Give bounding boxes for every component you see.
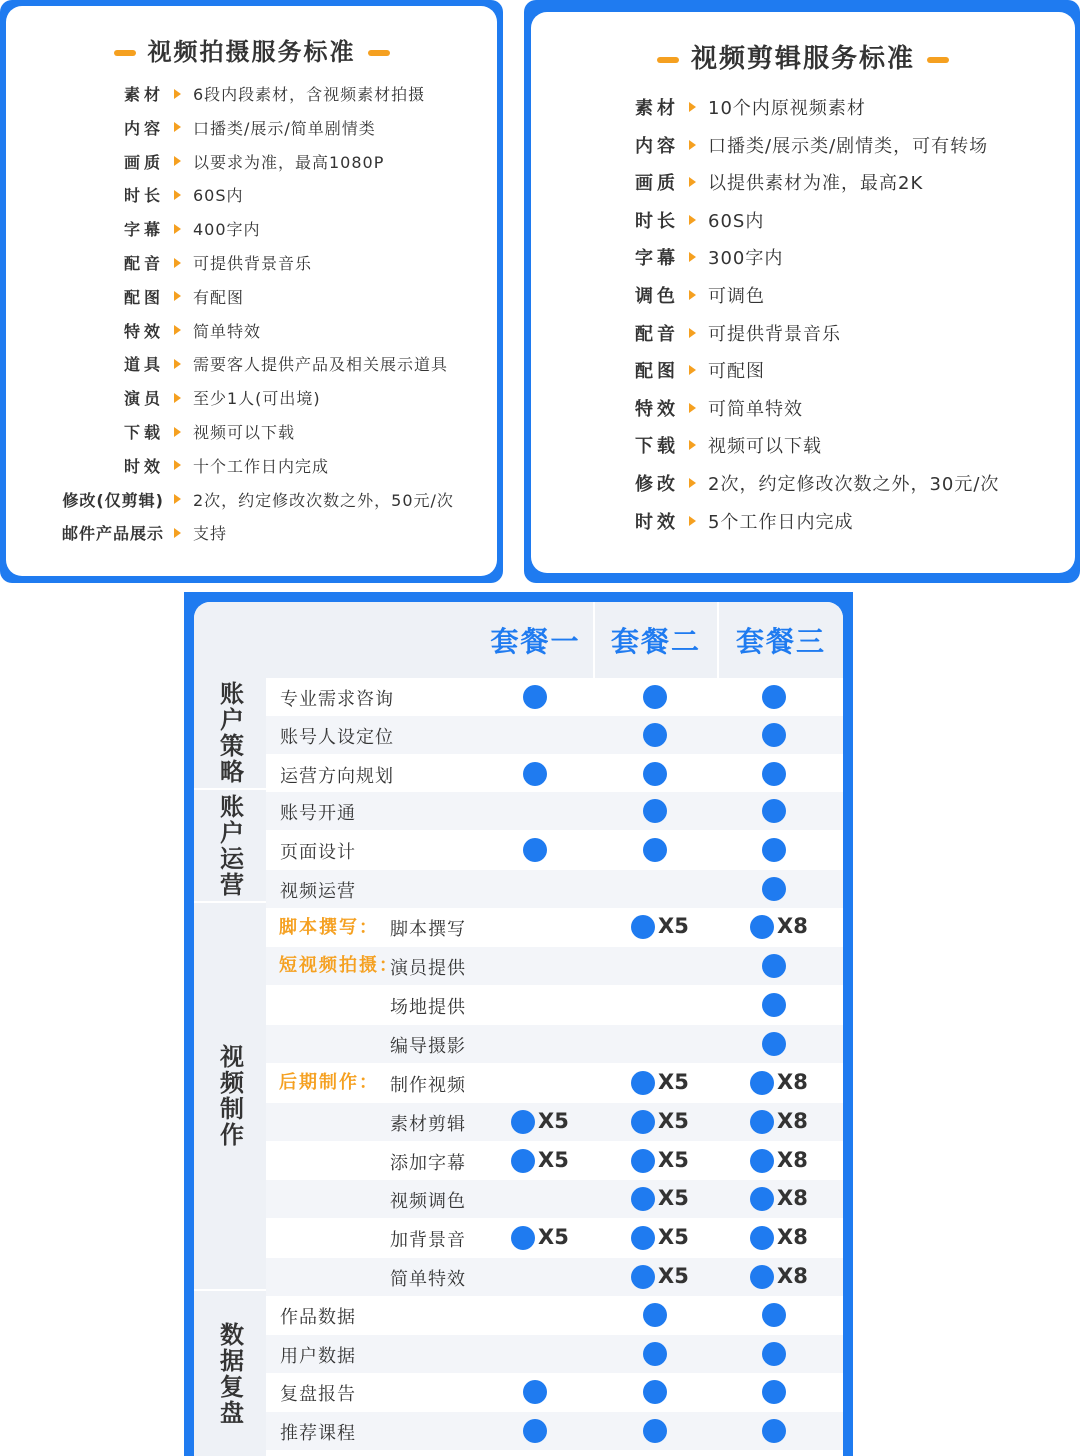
spec-value: 视频可以下载	[708, 436, 822, 458]
feature-label: 演员提供	[390, 958, 466, 979]
feature-label: 复盘报告	[280, 1384, 356, 1405]
included-dot-icon	[631, 1071, 655, 1095]
included-dot-icon	[511, 1149, 535, 1173]
included-dot-icon	[631, 1187, 655, 1211]
included-dot-icon	[643, 685, 667, 709]
feature-label: 加背景音	[390, 1230, 466, 1251]
included-dot-icon	[750, 1149, 774, 1173]
spec-value: 2次，约定修改次数之外，50元/次	[193, 490, 454, 510]
spec-label: 字幕	[635, 248, 679, 270]
spec-value: 至少1人(可出境)	[193, 389, 321, 409]
spec-row	[571, 94, 866, 120]
arrow-right-icon	[174, 190, 181, 200]
quantity-label: X5	[658, 914, 689, 938]
category-account-operation: 账户运营	[194, 790, 266, 903]
included-dot-icon	[643, 1342, 667, 1366]
arrow-right-icon	[174, 528, 181, 538]
spec-value: 5个工作日内完成	[708, 511, 854, 533]
included-dot-icon	[762, 1342, 786, 1366]
spec-label: 时长	[123, 186, 164, 206]
feature-label: 页面设计	[280, 842, 356, 863]
included-dot-icon	[643, 762, 667, 786]
header-package-1	[478, 602, 593, 678]
spec-label: 时效	[635, 511, 679, 533]
included-dot-icon	[643, 799, 667, 823]
included-dot-icon	[523, 838, 547, 862]
quantity-label: X5	[658, 1225, 689, 1249]
spec-value: 十个工作日内完成	[193, 456, 330, 476]
spec-value: 可配图	[708, 361, 765, 383]
row-band	[194, 1180, 843, 1218]
spec-row	[571, 432, 822, 458]
feature-label: 制作视频	[390, 1075, 466, 1096]
arrow-right-icon	[689, 328, 696, 338]
spec-label: 配音	[635, 323, 679, 345]
quantity-label: X5	[658, 1148, 689, 1172]
spec-label: 配图	[123, 287, 164, 307]
quantity-label: X8	[777, 1109, 808, 1133]
spec-value: 口播类/展示/简单剧情类	[193, 118, 376, 138]
title-dash-right	[368, 50, 390, 56]
quantity-label: X8	[777, 914, 808, 938]
arrow-right-icon	[689, 177, 696, 187]
feature-label: 脚本撰写	[390, 919, 466, 940]
spec-label: 修改(仅剪辑)	[62, 490, 164, 510]
spec-label: 时效	[123, 456, 164, 476]
spec-row	[571, 282, 765, 308]
spec-label: 下载	[123, 423, 164, 442]
spec-row	[26, 319, 261, 342]
included-dot-icon	[523, 1419, 547, 1443]
included-dot-icon	[523, 762, 547, 786]
spec-label: 素材	[635, 98, 679, 119]
spec-value: 可提供背景音乐	[708, 323, 841, 345]
category-data-review: 数据复盘	[194, 1291, 266, 1456]
header-package-2	[595, 602, 717, 678]
spec-label: 配音	[123, 254, 164, 273]
spec-label: 时长	[635, 210, 679, 232]
quantity-label: X5	[658, 1070, 689, 1094]
included-dot-icon	[643, 1303, 667, 1327]
included-dot-icon	[762, 723, 786, 747]
included-dot-icon	[762, 1032, 786, 1056]
spec-value: 有配图	[193, 287, 245, 307]
spec-row	[26, 150, 384, 173]
included-dot-icon	[643, 1419, 667, 1443]
quantity-label: X5	[538, 1109, 569, 1133]
arrow-right-icon	[174, 224, 181, 234]
spec-row	[26, 116, 376, 139]
feature-label: 视频调色	[390, 1191, 466, 1212]
row-band	[194, 1258, 843, 1296]
spec-row	[26, 420, 295, 443]
included-dot-icon	[762, 838, 786, 862]
spec-value: 视频可以下载	[193, 423, 296, 442]
spec-row	[26, 217, 261, 240]
included-dot-icon	[631, 1149, 655, 1173]
edit-title	[531, 38, 1075, 75]
title-dash-left	[114, 50, 136, 56]
quantity-label: X5	[658, 1264, 689, 1288]
spec-label: 修改	[635, 474, 679, 495]
spec-label: 特效	[123, 321, 164, 341]
arrow-right-icon	[174, 427, 181, 437]
spec-row	[571, 207, 764, 233]
quantity-label: X5	[538, 1225, 569, 1249]
quantity-label: X5	[658, 1186, 689, 1210]
arrow-right-icon	[689, 102, 696, 112]
title-dash-right	[927, 57, 949, 63]
category-video-production: 视频制作	[194, 903, 266, 1291]
included-dot-icon	[762, 877, 786, 901]
arrow-right-icon	[174, 291, 181, 301]
included-dot-icon	[750, 1187, 774, 1211]
spec-value: 300字内	[708, 248, 784, 270]
spec-value: 可调色	[708, 286, 765, 307]
spec-row	[26, 183, 244, 206]
included-dot-icon	[631, 1265, 655, 1289]
included-dot-icon	[511, 1110, 535, 1134]
feature-label: 场地提供	[390, 997, 466, 1018]
title-dash-left	[657, 57, 679, 63]
feature-label: 推荐课程	[280, 1423, 356, 1444]
arrow-right-icon	[174, 494, 181, 504]
arrow-right-icon	[174, 122, 181, 132]
shoot-title-text: 视频拍摄服务标准	[147, 38, 356, 66]
spec-label: 素材	[123, 85, 164, 104]
feature-label: 运营方向规划	[280, 766, 394, 787]
arrow-right-icon	[689, 440, 696, 450]
spec-row	[26, 352, 448, 375]
subgroup-post: 后期制作：	[279, 1072, 379, 1093]
spec-row	[26, 488, 454, 511]
spec-label: 调色	[635, 286, 679, 307]
included-dot-icon	[631, 1226, 655, 1250]
arrow-right-icon	[689, 290, 696, 300]
included-dot-icon	[643, 723, 667, 747]
subgroup-script: 脚本撰写：	[279, 917, 379, 938]
included-dot-icon	[762, 954, 786, 978]
shoot-title	[6, 32, 497, 67]
header-package-1-label: 套餐一	[490, 625, 581, 658]
included-dot-icon	[750, 915, 774, 939]
included-dot-icon	[523, 685, 547, 709]
header-blank	[194, 602, 478, 678]
header-package-3	[719, 602, 843, 678]
arrow-right-icon	[689, 365, 696, 375]
included-dot-icon	[762, 799, 786, 823]
spec-value: 400字内	[193, 220, 261, 240]
arrow-right-icon	[174, 258, 181, 268]
spec-row	[26, 454, 329, 477]
feature-label: 账号人设定位	[280, 727, 394, 748]
arrow-right-icon	[174, 460, 181, 470]
included-dot-icon	[750, 1226, 774, 1250]
spec-value: 需要客人提供产品及相关展示道具	[193, 355, 449, 375]
included-dot-icon	[750, 1265, 774, 1289]
quantity-label: X8	[777, 1264, 808, 1288]
spec-row	[571, 244, 783, 270]
spec-row	[571, 320, 841, 346]
spec-row	[26, 82, 425, 105]
feature-label: 视频运营	[280, 881, 356, 902]
spec-label: 配图	[635, 361, 679, 383]
included-dot-icon	[643, 1380, 667, 1404]
included-dot-icon	[762, 1419, 786, 1443]
spec-label: 道具	[123, 355, 164, 375]
spec-label: 内容	[635, 135, 679, 157]
arrow-right-icon	[174, 359, 181, 369]
included-dot-icon	[762, 993, 786, 1017]
edit-panel	[531, 12, 1075, 573]
spec-row	[26, 285, 244, 308]
included-dot-icon	[762, 1380, 786, 1404]
feature-label: 用户数据	[280, 1346, 356, 1367]
spec-row	[571, 357, 765, 383]
arrow-right-icon	[689, 403, 696, 413]
included-dot-icon	[523, 1380, 547, 1404]
spec-value: 2次，约定修改次数之外，30元/次	[708, 474, 1000, 495]
quantity-label: X5	[658, 1109, 689, 1133]
arrow-right-icon	[174, 393, 181, 403]
arrow-right-icon	[174, 156, 181, 166]
included-dot-icon	[750, 1110, 774, 1134]
spec-row	[571, 470, 999, 496]
feature-label: 专业需求咨询	[280, 689, 394, 710]
spec-value: 10个内原视频素材	[708, 98, 866, 119]
subgroup-shooting: 短视频拍摄：	[279, 955, 399, 976]
spec-row	[26, 386, 321, 409]
arrow-right-icon	[689, 478, 696, 488]
spec-row	[26, 251, 312, 274]
shoot-panel	[6, 6, 497, 576]
included-dot-icon	[631, 915, 655, 939]
feature-label: 添加字幕	[390, 1153, 466, 1174]
included-dot-icon	[762, 685, 786, 709]
included-dot-icon	[631, 1110, 655, 1134]
spec-value: 简单特效	[193, 321, 262, 341]
category-account-strategy: 账户策略	[194, 678, 266, 790]
spec-value: 可提供背景音乐	[193, 254, 313, 273]
header-package-3-label: 套餐三	[735, 625, 826, 658]
row-band	[194, 1025, 843, 1063]
package-table	[194, 602, 843, 1456]
spec-row	[571, 169, 923, 195]
quantity-label: X8	[777, 1070, 808, 1094]
included-dot-icon	[762, 762, 786, 786]
included-dot-icon	[750, 1071, 774, 1095]
quantity-label: X8	[777, 1148, 808, 1172]
included-dot-icon	[643, 838, 667, 862]
edit-title-text: 视频剪辑服务标准	[690, 44, 915, 74]
spec-label: 下载	[635, 436, 679, 458]
feature-label: 账号开通	[280, 803, 356, 824]
spec-label: 画质	[635, 173, 679, 195]
quantity-label: X8	[777, 1225, 808, 1249]
spec-value: 6段内段素材，含视频素材拍摄	[193, 85, 426, 104]
arrow-right-icon	[174, 89, 181, 99]
feature-label: 作品数据	[280, 1307, 356, 1328]
spec-label: 演员	[123, 389, 164, 409]
quantity-label: X5	[538, 1148, 569, 1172]
arrow-right-icon	[689, 215, 696, 225]
feature-label: 素材剪辑	[390, 1114, 466, 1135]
feature-label: 简单特效	[390, 1269, 466, 1290]
arrow-right-icon	[689, 252, 696, 262]
spec-label: 画质	[123, 152, 164, 172]
quantity-label: X8	[777, 1186, 808, 1210]
spec-row	[571, 508, 853, 534]
spec-value: 可简单特效	[708, 398, 803, 420]
spec-value: 口播类/展示类/剧情类，可有转场	[708, 135, 989, 157]
spec-value: 60S内	[193, 186, 244, 206]
included-dot-icon	[511, 1226, 535, 1250]
included-dot-icon	[762, 1303, 786, 1327]
spec-value: 以提供素材为准，最高2K	[708, 173, 924, 195]
arrow-right-icon	[689, 140, 696, 150]
spec-label: 字幕	[123, 220, 164, 240]
spec-label: 邮件产品展示	[61, 524, 164, 544]
header-package-2-label: 套餐二	[610, 625, 701, 658]
spec-value: 60S内	[708, 210, 765, 232]
spec-row	[571, 395, 803, 421]
spec-label: 内容	[123, 118, 164, 138]
spec-row	[26, 521, 227, 544]
spec-value: 支持	[193, 524, 228, 544]
spec-row	[571, 132, 988, 158]
spec-value: 以要求为准，最高1080P	[193, 152, 385, 172]
arrow-right-icon	[689, 516, 696, 526]
arrow-right-icon	[174, 325, 181, 335]
feature-label: 编导摄影	[390, 1036, 466, 1057]
spec-label: 特效	[635, 398, 679, 420]
